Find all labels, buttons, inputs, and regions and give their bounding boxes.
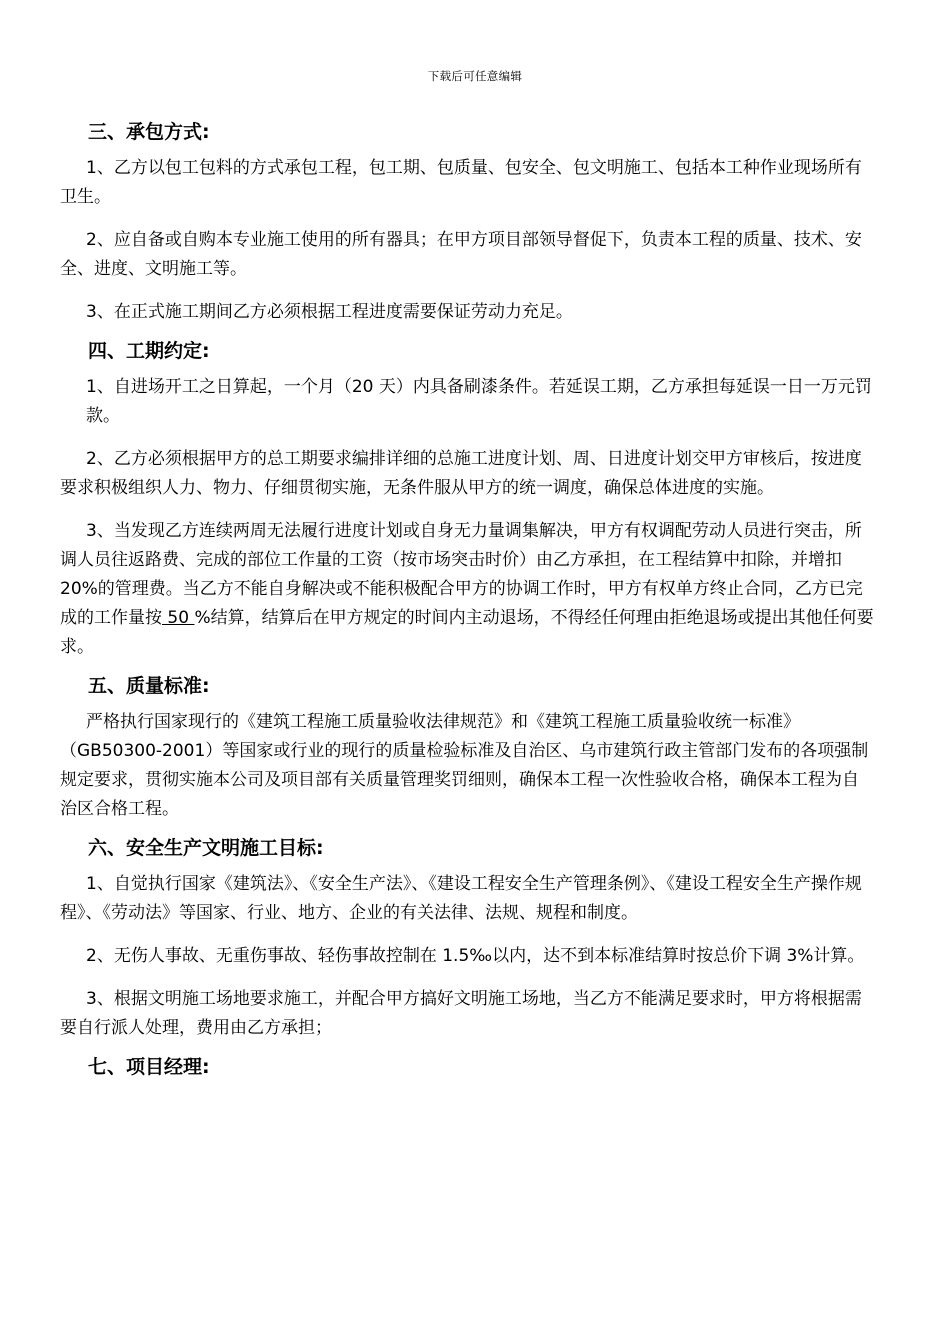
document-body	[60, 118, 875, 1089]
section-project-manager	[60, 1053, 875, 1081]
paragraph: 严格执行国家现行的《建筑工程施工质量验收法律规范》和《建筑工程施工质量验收统一标准》（GB50300-2001）等国家或行业的现行的质量检验标准及自治区、乌市建筑行政主管部门发布的各项强制规定要求，贯彻实施本公司及项目部有关质量管理奖罚细则，确保本工程一次性验收合格，确保本工程为自治区合格工程。	[60, 712, 869, 819]
section-heading: 五、质量标准:	[88, 675, 210, 697]
section-heading: 三、承包方式:	[88, 121, 210, 143]
paragraph: 1、乙方以包工包料的方式承包工程，包工期、包质量、包安全、包文明施工、包括本工种作业现场所有卫生。	[60, 158, 862, 207]
section-schedule	[60, 337, 875, 662]
paragraph: 2、应自备或自购本专业施工使用的所有器具；在甲方项目部领导督促下，负责本工程的质量、技术、安全、进度、文明施工等。	[60, 230, 862, 279]
paragraph	[60, 517, 875, 662]
paragraph: 2、乙方必须根据甲方的总工期要求编排详细的总施工进度计划、周、日进度计划交甲方审核后，按进度要求积极组织人力、物力、仔细贯彻实施，无条件服从甲方的统一调度，确保总体进度的实施。	[60, 449, 862, 498]
section-contract-method	[60, 118, 875, 327]
section-heading: 六、安全生产文明施工目标:	[88, 837, 324, 859]
paragraph-text: %结算，结算后在甲方规定的时间内主动退场，不得经任何理由拒绝退场或提出其他任何要求。	[60, 608, 874, 657]
section-heading: 七、项目经理:	[88, 1056, 210, 1078]
underlined-value: 50	[162, 608, 195, 628]
paragraph: 2、无伤人事故、无重伤事故、轻伤事故控制在 1.5‰以内，达不到本标准结算时按总价下调 3%计算。	[86, 946, 865, 966]
paragraph: 1、自进场开工之日算起，一个月（20 天）内具备刷漆条件。若延误工期，乙方承担每延误一日一万元罚款。	[86, 377, 872, 426]
paragraph: 1、自觉执行国家《建筑法》、《安全生产法》、《建设工程安全生产管理条例》、《建设工程安全生产操作规程》、《劳动法》等国家、行业、地方、企业的有关法律、法规、规程和制度。	[60, 874, 862, 923]
section-heading: 四、工期约定:	[88, 340, 210, 362]
section-quality	[60, 672, 875, 824]
paragraph-text: 3、当发现乙方连续两周无法履行进度计划或自身无力量调集解决，甲方有权调配劳动人员进行突击，所调人员往返路费、完成的部位工作量的工资（按市场突击时价）由乙方承担，在工程结算中扣除，并增扣 20%的管理费。当乙方不能自身解决或不能积极配合甲方的协调工作时，甲方有权单方终止合同，乙方已完成的工作量按	[60, 521, 863, 628]
paragraph: 3、根据文明施工场地要求施工，并配合甲方搞好文明施工场地，当乙方不能满足要求时，甲方将根据需要自行派人处理，费用由乙方承担；	[60, 989, 862, 1038]
section-safety	[60, 834, 875, 1043]
paragraph: 3、在正式施工期间乙方必须根据工程进度需要保证劳动力充足。	[86, 302, 573, 322]
page-header: 下载后可任意编辑	[427, 69, 523, 83]
